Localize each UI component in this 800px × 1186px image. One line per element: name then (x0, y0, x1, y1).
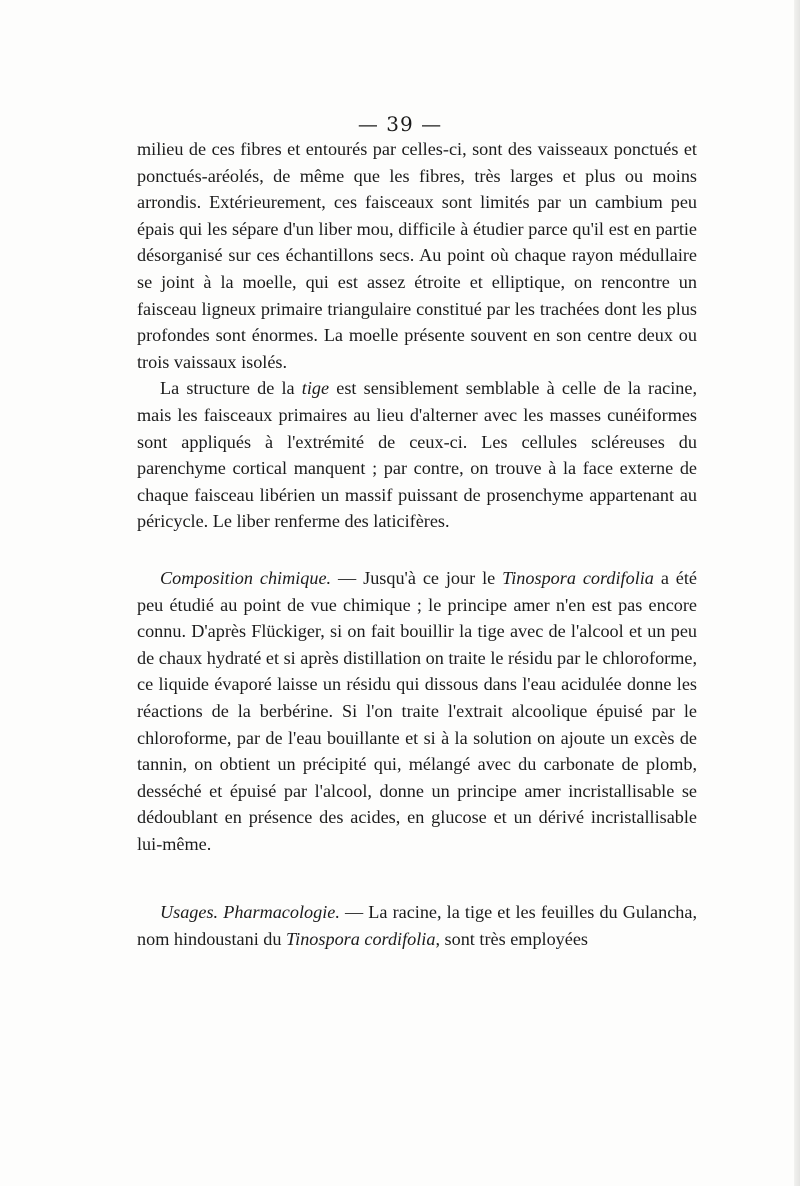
page-edge-shadow (794, 0, 800, 1186)
composition-species-name: Tinospora cordifolia (502, 568, 654, 588)
text-block-usages (137, 899, 697, 952)
stem-italic-term: tige (301, 378, 330, 399)
usages-species-name: Tinospora cordifolia (286, 928, 436, 949)
paragraph-root-structure (137, 136, 697, 375)
page-number: — 39 — (357, 112, 443, 136)
usages-lead-text: — La racine, la tige et les feuilles du Gulancha, nom hindoustani du (137, 902, 697, 949)
text-block-structure (137, 136, 697, 535)
stem-intro-text: La structure de la (160, 378, 302, 399)
text-block-composition (137, 565, 697, 858)
paragraph-chemical-composition (137, 565, 697, 858)
section-heading-usages: Usages. Pharmacologie. (160, 902, 340, 922)
composition-lead-text: — Jusqu'à ce jour le (331, 568, 503, 588)
composition-body-text: a été peu étudié au point de vue chimique ; le principe amer n'en est pas encore connu. D'après Flückiger, si on fait bouillir la tige avec de l'alcool et un peu de chaux hydraté et si après distillation on traite le résidu par le chloroforme, ce liquide évaporé laisse un résidu qui dissous dans l'eau acidulée donne les réactions de la berbérine. Si l'on traite l'extrait alcoolique épuisé par le chloroforme, par de l'eau bouillante et si à la solution on ajoute un excès de tannin, on obtient un précipité qui, mélangé avec du carbonate de plomb, desséché et épuisé par l'alcool, donne un principe amer incristallisable se dédoublant en présence des acides, en glucose et un dérivé incristallisable lui-même. (137, 568, 698, 854)
paragraph-root-structure-text: milieu de ces fibres et entourés par celles-ci, sont des vaisseaux ponctués et ponctués-aréolés, de même que les fibres, très larges et plus ou moins arrondis. Extérieurement, ces faisceaux sont limités par un cambium peu épais qui les sépare d'un liber mou, difficile à étudier parce qu'il est en partie désorganisé sur ces échantillons secs. Au point où chaque rayon médullaire se joint à la moelle, qui est assez étroite et elliptique, on rencontre un faisceau ligneux primaire triangulaire constitué par les trachées dont les plus profondes sont énormes. La moelle présente souvent en son centre deux ou trois vaissaux isolés. (137, 139, 697, 372)
section-heading-composition: Composition chimique. (160, 568, 332, 588)
paragraph-usages-pharmacology (137, 899, 697, 952)
usages-body-text: , sont très employées (435, 928, 588, 949)
paragraph-stem-structure (137, 375, 697, 535)
stem-body-text: est sensiblement semblable à celle de la racine, mais les faisceaux primaires au lieu d'alterner avec les masses cunéiformes sont appliqués à l'extrémité de ceux-ci. Les cellules scléreuses du parenchyme cortical manquent ; par contre, on trouve à la face externe de chaque faisceau libérien un massif puissant de prosenchyme appartenant au péricycle. Le liber renferme des laticifères. (137, 378, 697, 532)
